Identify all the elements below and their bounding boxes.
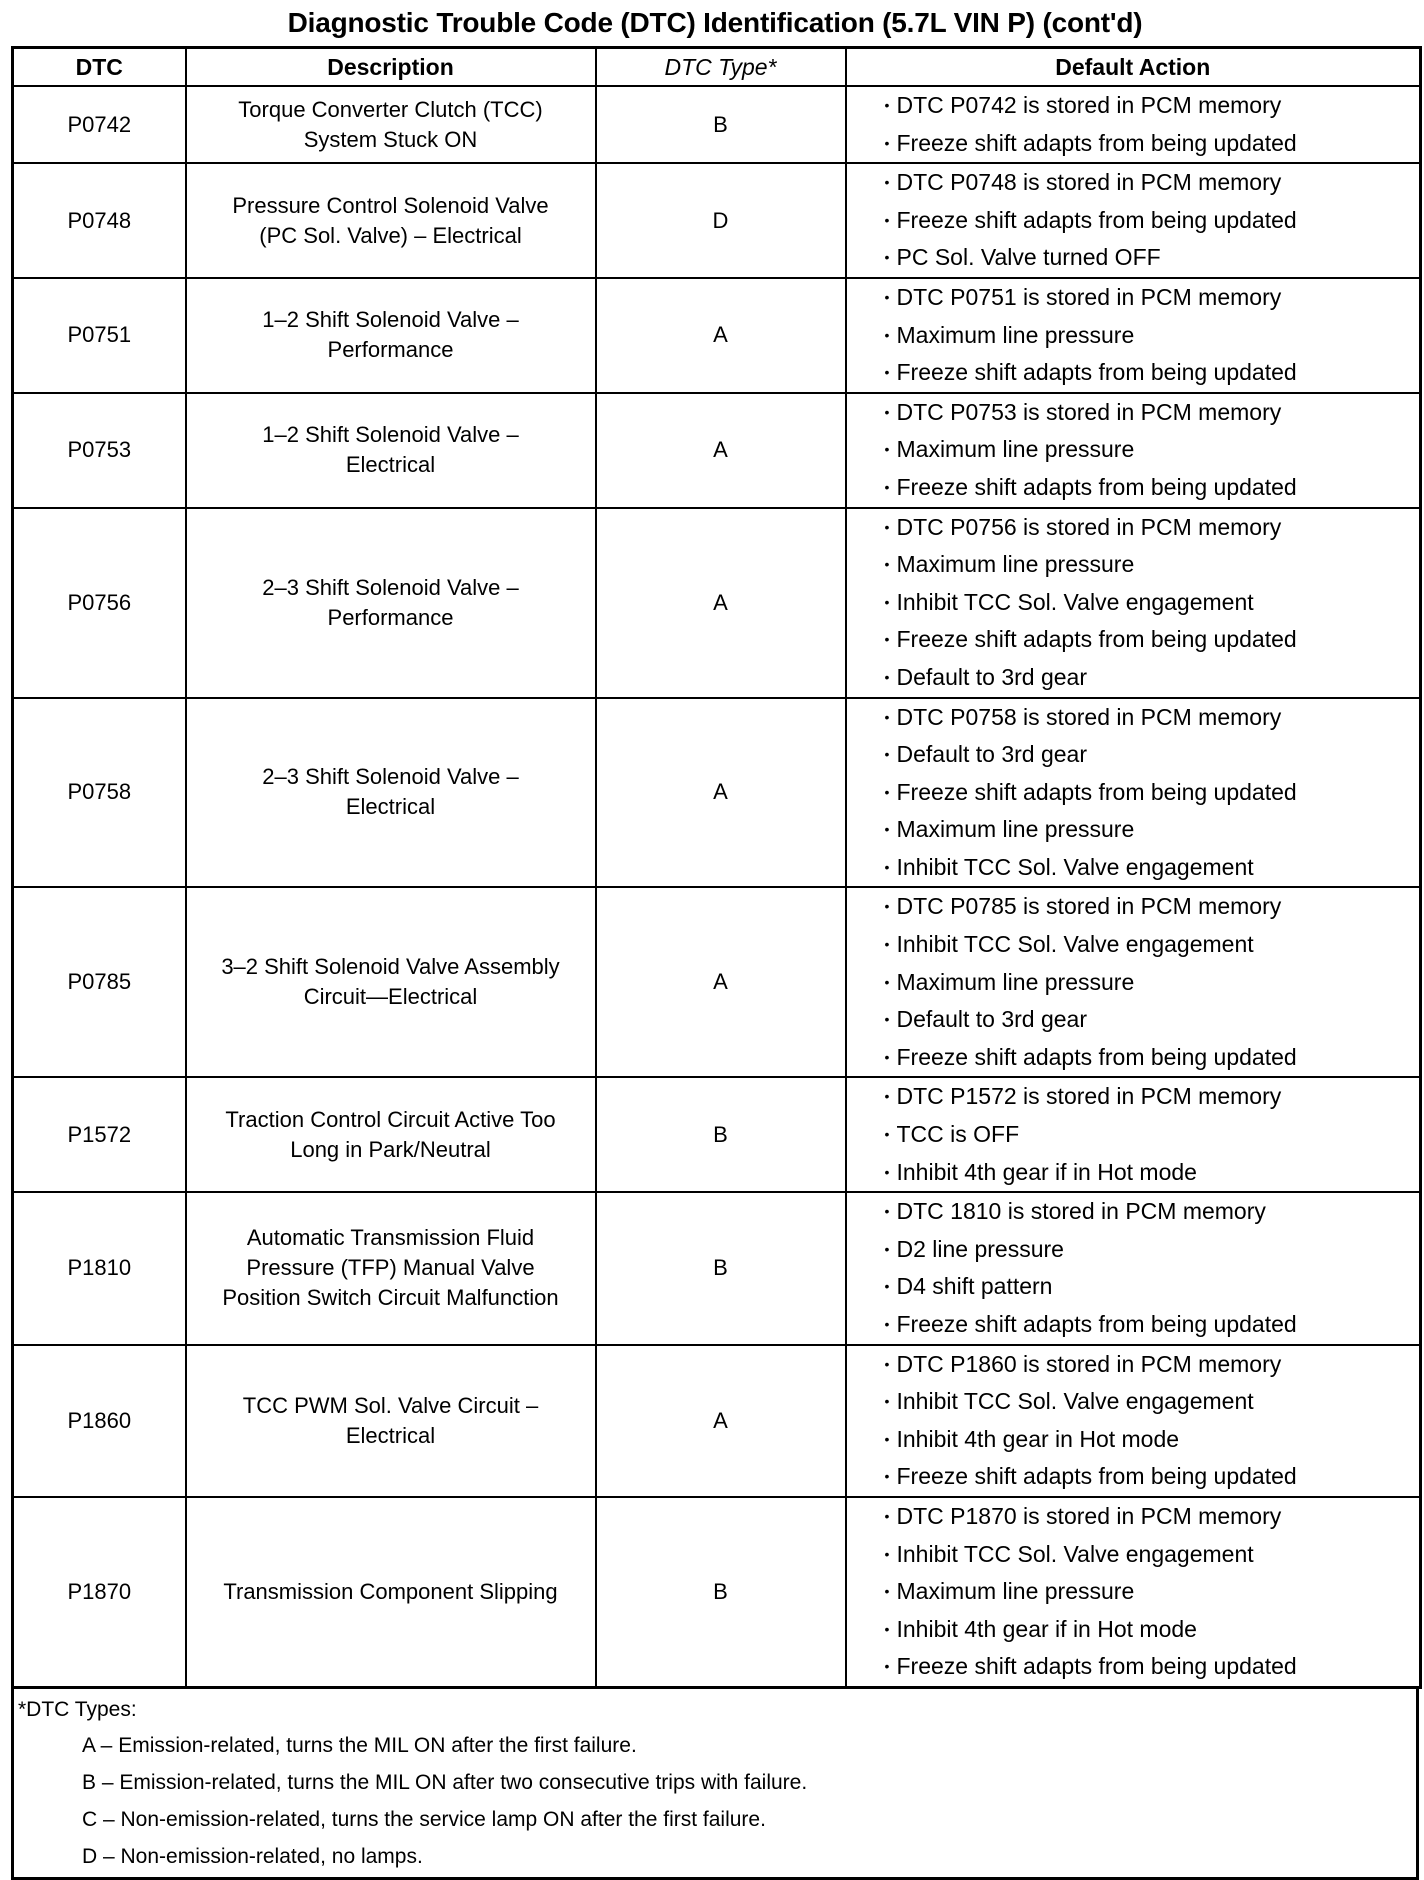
dtc-type-cell: A [596,508,846,698]
document-page [11,0,1419,1880]
legend-line-c: C – Non-emission-related, turns the service lamp ON after the first failure. [82,1807,766,1831]
dtc-code-cell: P0748 [13,163,186,278]
description-line: (PC Sol. Valve) – Electrical [259,222,522,248]
action-text: Default to 3rd gear [896,741,1088,768]
description-line: Traction Control Circuit Active Too [225,1106,556,1132]
action-text: Inhibit TCC Sol. Valve engagement [896,1540,1254,1567]
dtc-type-cell: A [596,887,846,1077]
description-line: Position Switch Circuit Malfunction [222,1285,559,1311]
action-item [847,202,1420,240]
action-item [847,621,1420,659]
description-line: Electrical [345,794,436,820]
dtc-code-cell: P0785 [13,887,186,1077]
action-list [847,164,1420,277]
default-action-cell [846,508,1421,698]
action-item [847,1611,1420,1649]
action-list [847,1193,1420,1343]
action-text: DTC P1860 is stored in PCM memory [896,1350,1282,1377]
description-cell [186,698,596,888]
header-default-action: Default Action [846,48,1421,87]
action-text: Freeze shift adapts from being updated [896,1463,1297,1490]
action-item [847,394,1420,432]
action-text: Maximum line pressure [896,321,1135,348]
default-action-cell [846,393,1421,508]
action-item [847,1458,1420,1496]
description-cell [186,1077,596,1192]
description-line: Torque Converter Clutch (TCC) [238,96,543,122]
description-line: 1–2 Shift Solenoid Valve – [262,307,519,333]
action-text: DTC P0753 is stored in PCM memory [896,398,1282,425]
description-line: 2–3 Shift Solenoid Valve – [262,764,519,790]
table-row [13,698,1421,888]
action-text: Freeze shift adapts from being updated [896,626,1297,653]
action-item [847,888,1420,926]
description-line: 1–2 Shift Solenoid Valve – [262,422,519,448]
action-item [847,584,1420,622]
dtc-code-cell: P0742 [13,86,186,163]
default-action-cell [846,1345,1421,1497]
default-action-cell [846,698,1421,888]
action-item [847,1648,1420,1686]
action-text: Freeze shift adapts from being updated [896,359,1297,386]
table-body [13,86,1421,1687]
action-text: Freeze shift adapts from being updated [896,1311,1297,1337]
table-header-row [13,48,1421,87]
action-list [847,279,1420,392]
table-row [13,508,1421,698]
action-item [847,87,1420,125]
description-cell [186,278,596,393]
action-text: Maximum line pressure [896,968,1135,995]
action-text: Freeze shift adapts from being updated [896,778,1297,805]
default-action-cell [846,1192,1421,1344]
action-list [847,1498,1420,1686]
action-item [847,354,1420,392]
action-item [847,279,1420,317]
action-item [847,964,1420,1002]
table-row [13,1497,1421,1687]
description-line: 3–2 Shift Solenoid Valve Assembly [221,954,560,980]
legend-line-b: B – Emission-related, turns the MIL ON after two consecutive trips with failure. [82,1770,808,1794]
default-action-cell [846,1497,1421,1687]
dtc-code-cell: P1860 [13,1345,186,1497]
description-cell [186,1192,596,1344]
action-item [847,1536,1420,1574]
dtc-type-cell: A [596,698,846,888]
action-item [847,1306,1420,1344]
description-cell [186,1497,596,1687]
dtc-type-cell: A [596,1345,846,1497]
action-list [847,888,1420,1076]
header-description: Description [186,48,596,87]
table-row [13,1192,1421,1344]
description-line: Electrical [345,1422,436,1448]
action-text: D4 shift pattern [896,1273,1053,1300]
action-text: DTC P1870 is stored in PCM memory [896,1502,1282,1529]
description-line: System Stuck ON [303,126,478,152]
action-item [847,774,1420,812]
default-action-cell [846,163,1421,278]
dtc-type-cell: B [596,86,846,163]
action-text: DTC P0785 is stored in PCM memory [896,893,1282,920]
description-cell [186,393,596,508]
action-item [847,239,1420,277]
action-text: Maximum line pressure [896,436,1135,463]
dtc-code-cell: P1810 [13,1192,186,1344]
action-text: DTC P0758 is stored in PCM memory [896,703,1282,730]
dtc-code-cell: P0758 [13,698,186,888]
action-text: Maximum line pressure [896,816,1135,843]
page-title: Diagnostic Trouble Code (DTC) Identification (5.7L VIN P) (cont'd) [287,7,1143,38]
dtc-code-cell: P0756 [13,508,186,698]
table-row [13,1345,1421,1497]
header-dtc-type: DTC Type* [596,48,846,87]
action-text: Inhibit 4th gear if in Hot mode [896,1615,1197,1642]
description-cell [186,86,596,163]
action-item [847,1573,1420,1611]
action-text: Inhibit 4th gear in Hot mode [896,1425,1180,1452]
action-item [847,699,1420,737]
description-cell [186,508,596,698]
action-item [847,1078,1420,1116]
dtc-type-cell: D [596,163,846,278]
action-item [847,546,1420,584]
default-action-cell [846,1077,1421,1192]
legend-line-a: A – Emission-related, turns the MIL ON after the first failure. [82,1733,637,1757]
dtc-code-cell: P0751 [13,278,186,393]
action-text: Maximum line pressure [896,551,1135,578]
action-text: DTC P0751 is stored in PCM memory [896,283,1282,310]
dtc-type-cell: A [596,393,846,508]
table-row [13,393,1421,508]
action-text: Freeze shift adapts from being updated [896,206,1297,233]
action-text: Default to 3rd gear [896,663,1088,690]
action-text: Freeze shift adapts from being updated [896,1043,1297,1070]
table-row [13,278,1421,393]
action-item [847,1001,1420,1039]
description-line: Transmission Component Slipping [223,1578,558,1604]
action-text: DTC P0748 is stored in PCM memory [896,169,1282,196]
action-list [847,87,1420,162]
description-cell [186,887,596,1077]
action-item [847,1268,1420,1306]
description-line: TCC PWM Sol. Valve Circuit – [242,1392,539,1418]
table-row [13,1077,1421,1192]
table-row [13,163,1421,278]
description-cell [186,1345,596,1497]
description-line: Pressure Control Solenoid Valve [232,192,549,218]
action-text: Inhibit 4th gear if in Hot mode [896,1158,1197,1185]
action-text: PC Sol. Valve turned OFF [896,244,1161,271]
action-text: Freeze shift adapts from being updated [896,129,1297,156]
description-line: Performance [327,604,454,630]
default-action-cell [846,86,1421,163]
action-list [847,1346,1420,1496]
action-list [847,509,1420,697]
action-text: Maximum line pressure [896,1578,1135,1605]
table-row [13,887,1421,1077]
action-item [847,125,1420,163]
dtc-type-cell: B [596,1077,846,1192]
action-item [847,1231,1420,1269]
action-text: Inhibit TCC Sol. Valve engagement [896,588,1254,615]
action-text: Default to 3rd gear [896,1006,1088,1033]
action-item [847,926,1420,964]
default-action-cell [846,887,1421,1077]
table-row [13,86,1421,163]
action-item [847,1039,1420,1077]
action-item [847,659,1420,697]
action-item [847,849,1420,887]
action-list [847,699,1420,887]
action-text: Inhibit TCC Sol. Valve engagement [896,853,1254,880]
action-text: DTC 1810 is stored in PCM memory [896,1198,1266,1225]
action-text: D2 line pressure [896,1235,1064,1262]
action-list [847,394,1420,507]
action-text: Inhibit TCC Sol. Valve engagement [896,931,1254,958]
action-text: TCC is OFF [896,1121,1020,1148]
action-item [847,431,1420,469]
dtc-table [11,46,1422,1689]
description-line: Performance [327,337,454,363]
action-text: DTC P0742 is stored in PCM memory [896,92,1282,118]
dtc-type-cell: A [596,278,846,393]
description-line: Pressure (TFP) Manual Valve [246,1255,535,1281]
action-item [847,509,1420,547]
description-cell [186,163,596,278]
default-action-cell [846,278,1421,393]
action-item [847,1193,1420,1231]
action-text: Freeze shift adapts from being updated [896,473,1297,500]
action-item [847,317,1420,355]
dtc-type-cell: B [596,1192,846,1344]
dtc-types-legend [11,1689,1419,1880]
action-list [847,1078,1420,1191]
action-item [847,1116,1420,1154]
action-text: DTC P1572 is stored in PCM memory [896,1083,1282,1110]
action-text: Inhibit TCC Sol. Valve engagement [896,1388,1254,1415]
action-text: Freeze shift adapts from being updated [896,1653,1297,1680]
action-item [847,1154,1420,1192]
legend-heading: *DTC Types: [18,1697,137,1721]
description-line: 2–3 Shift Solenoid Valve – [262,574,519,600]
action-item [847,811,1420,849]
action-item [847,1383,1420,1421]
legend-line-d: D – Non-emission-related, no lamps. [82,1844,423,1868]
action-item [847,736,1420,774]
dtc-code-cell: P1870 [13,1497,186,1687]
action-item [847,1498,1420,1536]
description-line: Circuit—Electrical [303,984,478,1010]
action-item [847,1346,1420,1384]
action-item [847,469,1420,507]
header-dtc: DTC [13,48,186,87]
dtc-code-cell: P0753 [13,393,186,508]
action-item [847,1421,1420,1459]
action-text: DTC P0756 is stored in PCM memory [896,513,1282,540]
dtc-code-cell: P1572 [13,1077,186,1192]
action-item [847,164,1420,202]
description-line: Automatic Transmission Fluid [246,1225,535,1251]
description-line: Electrical [345,452,436,478]
description-line: Long in Park/Neutral [290,1136,491,1162]
dtc-type-cell: B [596,1497,846,1687]
